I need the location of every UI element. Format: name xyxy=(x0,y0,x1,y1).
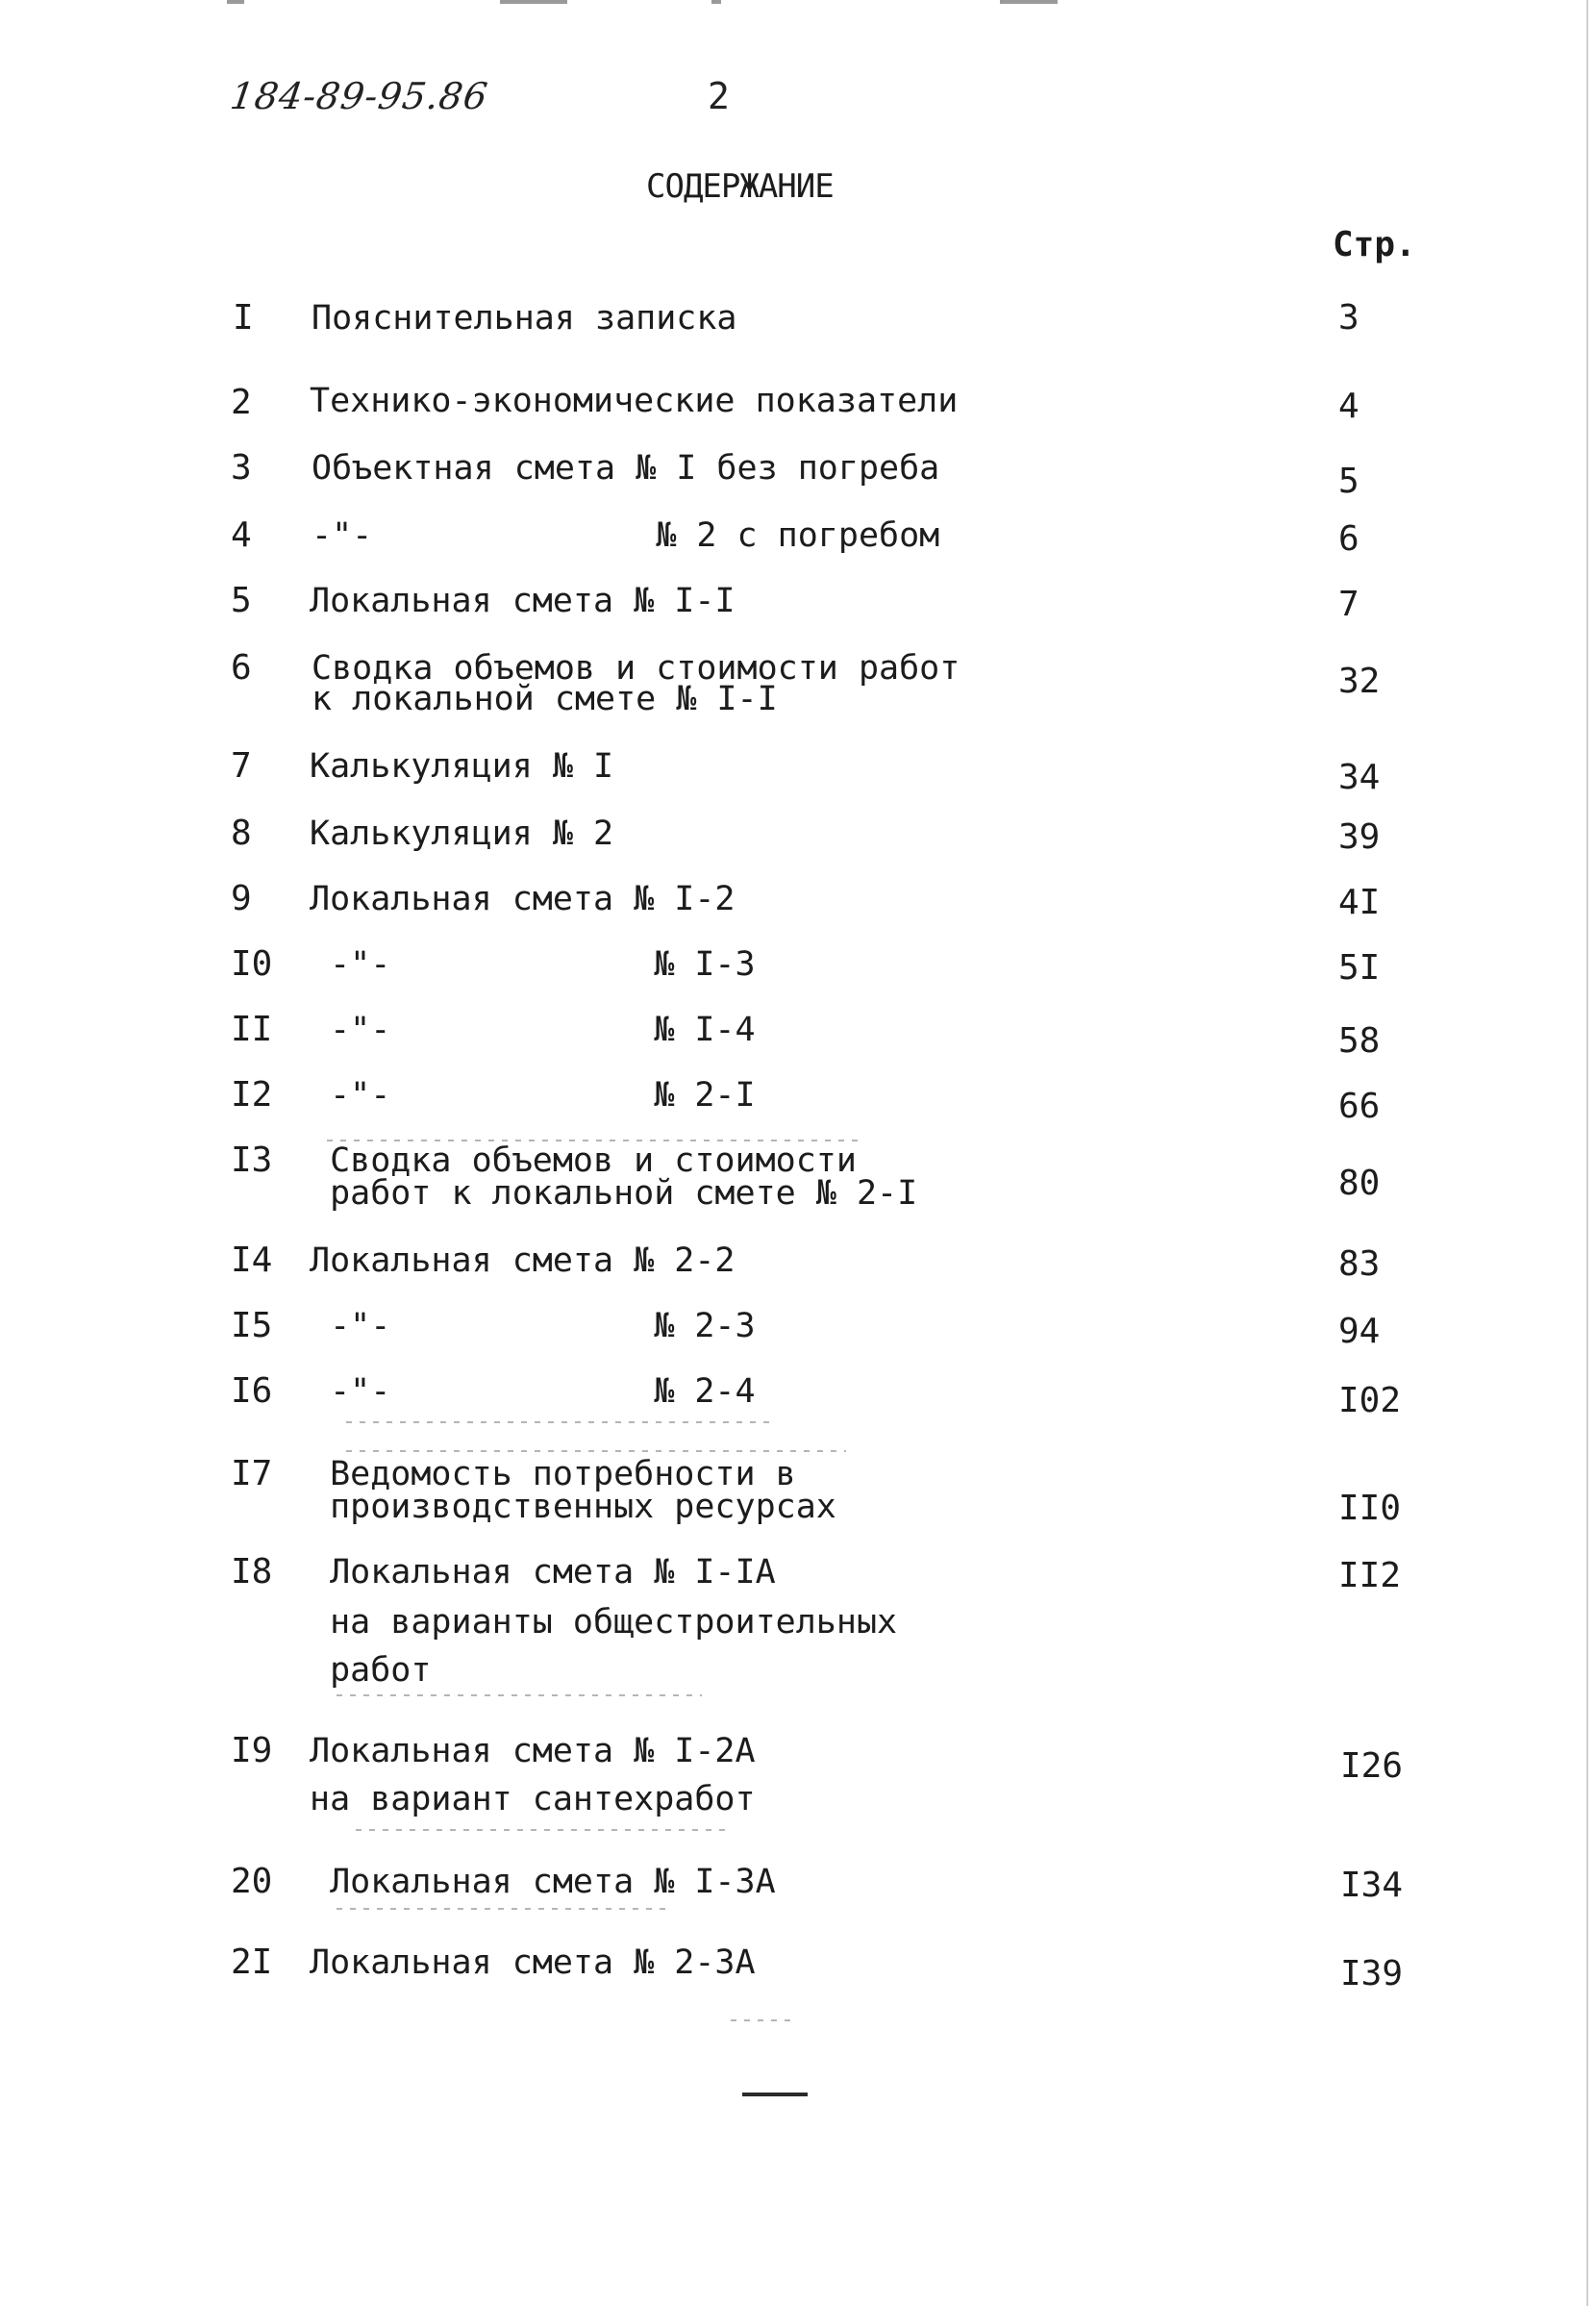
entry-page: 4 xyxy=(1338,387,1359,426)
entry-title-line: к локальной смете № I-I xyxy=(312,680,778,718)
entry-title-line: Калькуляция № I xyxy=(310,747,614,786)
entry-number: 3 xyxy=(231,448,252,488)
entry-number: 9 xyxy=(231,879,252,918)
scan-speck xyxy=(1000,0,1058,4)
scan-edge-line xyxy=(1586,0,1588,2306)
entry-title-line: Локальная смета № I-2 xyxy=(310,880,736,918)
entry-number: 5 xyxy=(231,581,252,620)
entry-title-line: -"- № 2-4 xyxy=(310,1372,756,1411)
entry-page: I39 xyxy=(1340,1954,1404,1993)
entry-page: 58 xyxy=(1338,1021,1381,1061)
entry-title-line: производственных ресурсах xyxy=(310,1488,836,1526)
entry-number: I8 xyxy=(231,1552,273,1592)
entry-title-line: -"- № I-4 xyxy=(310,1011,756,1049)
entry-page: 7 xyxy=(1338,585,1359,624)
entry-number: I4 xyxy=(231,1241,273,1280)
entry-number: 6 xyxy=(231,648,252,688)
entry-page: 5I xyxy=(1338,948,1381,988)
page-number: 2 xyxy=(708,75,730,117)
entry-number: 2I xyxy=(231,1943,273,1982)
scan-smudge xyxy=(346,1421,769,1423)
entry-number: I7 xyxy=(231,1454,273,1493)
scan-smudge xyxy=(337,1694,702,1696)
entry-page: I02 xyxy=(1338,1381,1402,1420)
entry-number: 8 xyxy=(231,814,252,853)
entry-number: 4 xyxy=(231,515,252,555)
entry-title-line: Сводка объемов и стоимости работ xyxy=(312,649,960,688)
entry-page: II0 xyxy=(1338,1489,1402,1528)
entry-page: 6 xyxy=(1338,519,1359,559)
entry-title-line: Локальная смета № 2-2 xyxy=(310,1241,736,1280)
entry-title-line: на варианты общестроительных xyxy=(310,1603,898,1642)
scan-speck xyxy=(711,0,721,4)
entry-number: 2 xyxy=(231,383,252,422)
page-title: СОДЕРЖАНИЕ xyxy=(646,167,834,206)
entry-title-line: Локальная смета № 2-3А xyxy=(310,1943,756,1982)
entry-title-line: Локальная смета № I-I xyxy=(310,582,736,620)
scan-smudge xyxy=(327,1140,865,1141)
entry-page: 66 xyxy=(1338,1087,1381,1126)
entry-page: 3 xyxy=(1338,298,1359,338)
entry-page: 32 xyxy=(1338,662,1381,701)
entry-title-line: на вариант сантехработ xyxy=(310,1780,756,1818)
document-code: 184-89-95.86 xyxy=(227,75,491,117)
entry-number: 20 xyxy=(231,1862,273,1901)
entry-title-line: Калькуляция № 2 xyxy=(310,815,614,853)
scan-smudge xyxy=(346,1450,846,1452)
entry-number: I xyxy=(233,298,254,338)
entry-page: I34 xyxy=(1340,1866,1404,1905)
entry-title-line: работ к локальной смете № 2-I xyxy=(310,1174,918,1213)
entry-title-line: Ведомость потребности в xyxy=(310,1455,796,1493)
scan-smudge xyxy=(356,1829,731,1831)
entry-page: 83 xyxy=(1338,1244,1381,1284)
entry-page: 34 xyxy=(1338,758,1381,797)
entry-page: 4I xyxy=(1338,883,1381,922)
entry-number: I5 xyxy=(231,1306,273,1345)
entry-title-line: Пояснительная записка xyxy=(312,299,737,338)
entry-page: 80 xyxy=(1338,1164,1381,1203)
entry-title-line: Локальная смета № I-3А xyxy=(310,1863,776,1901)
entry-number: I2 xyxy=(231,1075,273,1115)
scan-smudge xyxy=(337,1908,673,1910)
entry-title-line: -"- № 2 с погребом xyxy=(312,516,940,555)
scan-smudge xyxy=(731,2019,798,2021)
entry-title-line: Локальная смета № I-IА xyxy=(310,1553,776,1592)
entry-page: 5 xyxy=(1338,462,1359,501)
entry-page: I26 xyxy=(1340,1746,1404,1786)
entry-title-line: работ xyxy=(310,1651,432,1690)
page-column-header: Стр. xyxy=(1333,225,1416,264)
entry-number: I6 xyxy=(231,1371,273,1411)
entry-number: I3 xyxy=(231,1140,273,1180)
scan-speck xyxy=(227,0,244,4)
entry-title-line: -"- № 2-3 xyxy=(310,1307,756,1345)
entry-title-line: Локальная смета № I-2А xyxy=(310,1732,756,1770)
entry-title-line: Объектная смета № I без погреба xyxy=(312,449,940,488)
scan-speck xyxy=(500,0,567,4)
entry-title-line: Сводка объемов и стоимости xyxy=(310,1141,857,1180)
entry-title-line: Технико-экономические показатели xyxy=(310,382,959,420)
entry-number: II xyxy=(231,1010,273,1049)
entry-title-line: -"- № 2-I xyxy=(310,1076,756,1115)
entry-number: I9 xyxy=(231,1731,273,1770)
entry-page: II2 xyxy=(1338,1556,1402,1595)
entry-page: 39 xyxy=(1338,817,1381,857)
entry-number: I0 xyxy=(231,944,273,984)
entry-number: 7 xyxy=(231,746,252,786)
entry-page: 94 xyxy=(1338,1312,1381,1351)
entry-title-line: -"- № I-3 xyxy=(310,945,756,984)
end-dash xyxy=(742,2093,808,2096)
